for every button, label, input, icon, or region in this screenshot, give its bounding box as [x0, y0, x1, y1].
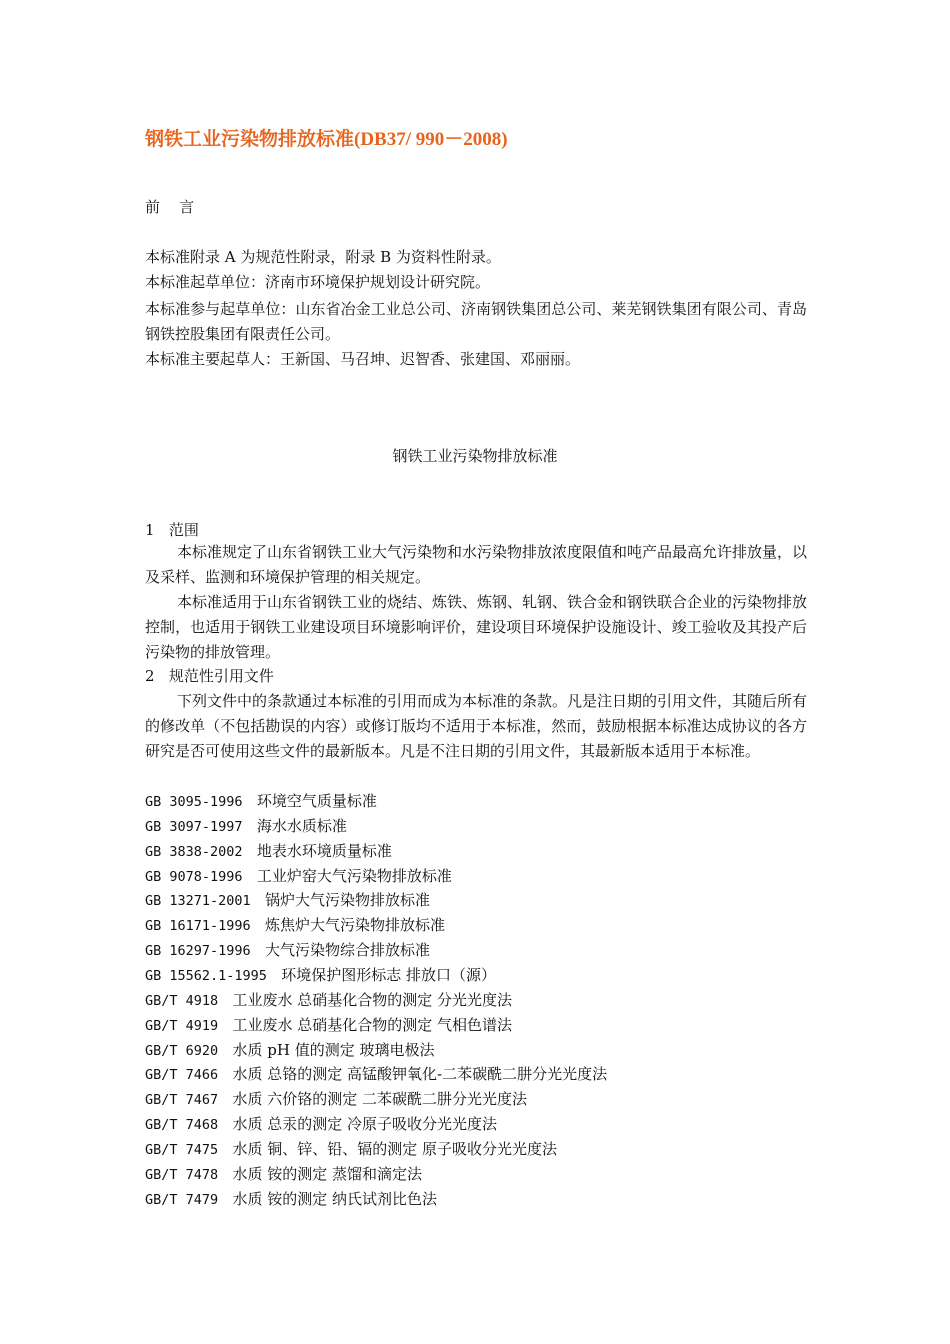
reference-code: GB 16171-1996	[145, 918, 251, 935]
section-1-paragraph-2: 本标准适用于山东省钢铁工业的烧结、炼铁、炼钢、轧钢、铁合金和钢铁联合企业的污染物排放控制，也适用于钢铁工业建设项目环境影响评价，建设项目环境保护设施设计、竣工验收及其投产后污染物的排放管理。	[145, 593, 808, 661]
reference-item	[145, 840, 392, 863]
reference-item	[145, 1113, 497, 1136]
reference-name: 水质 六价铬的测定 二苯碳酰二肼分光光度法	[232, 1090, 528, 1109]
reference-item	[145, 939, 430, 962]
reference-code: GB/T 7475	[145, 1141, 219, 1158]
reference-code: GB/T 6920	[145, 1042, 219, 1059]
foreword-heading: 前 言	[145, 198, 195, 216]
reference-name: 水质 铵的测定 纳氏试剂比色法	[232, 1189, 438, 1208]
reference-item	[145, 1039, 434, 1062]
reference-item	[145, 790, 377, 813]
section-1-paragraph-1: 本标准规定了山东省钢铁工业大气污染物和水污染物排放浓度限值和吨产品最高允许排放量，以及采样、监测和环境保护管理的相关规定。	[145, 543, 808, 586]
reference-name: 水质 pH 值的测定 玻璃电极法	[232, 1040, 435, 1059]
reference-item	[145, 1188, 437, 1211]
reference-item	[145, 1088, 527, 1111]
section-2-paragraph: 下列文件中的条款通过本标准的引用而成为本标准的条款。凡是注日期的引用文件，其随后所有的修改单（不包括勘误的内容）或修订版均不适用于本标准，然而，鼓励根据本标准达成协议的各方研究是否可使用这些文件的最新版本。凡是不注日期的引用文件，其最新版本适用于本标准。	[145, 692, 808, 760]
foreword-line-participants: 本标准参与起草单位：山东省冶金工业总公司、济南钢铁集团总公司、莱芜钢铁集团有限公司、青岛钢铁控股集团有限责任公司。	[145, 300, 807, 343]
reference-item	[145, 1014, 512, 1037]
reference-code: GB/T 7466	[145, 1067, 219, 1084]
reference-name: 环境保护图形标志 排放口（源）	[281, 965, 497, 984]
reference-name: 水质 铵的测定 蒸馏和滴定法	[232, 1164, 423, 1183]
reference-name: 工业炉窑大气污染物排放标准	[256, 866, 452, 885]
reference-item	[145, 914, 445, 937]
reference-name: 水质 总汞的测定 冷原子吸收分光光度法	[232, 1115, 498, 1134]
reference-name: 海水水质标准	[256, 816, 347, 835]
reference-name: 工业废水 总硝基化合物的测定 分光光度法	[232, 990, 513, 1009]
reference-name: 锅炉大气污染物排放标准	[264, 891, 430, 910]
reference-code: GB/T 7478	[145, 1166, 219, 1183]
reference-name: 工业废水 总硝基化合物的测定 气相色谱法	[232, 1015, 513, 1034]
reference-name: 大气污染物综合排放标准	[264, 941, 430, 960]
foreword-line-appendix: 本标准附录 A 为规范性附录，附录 B 为资料性附录。	[145, 248, 501, 266]
reference-code: GB 15562.1-1995	[145, 967, 267, 984]
standard-title: 钢铁工业污染物排放标准	[392, 447, 558, 465]
foreword-line-authors: 本标准主要起草人：王新国、马召坤、迟智香、张建国、邓丽丽。	[145, 350, 581, 368]
reference-item	[145, 1138, 557, 1161]
reference-name: 环境空气质量标准	[256, 792, 377, 810]
reference-code: GB/T 4918	[145, 992, 219, 1009]
reference-name: 水质 铜、锌、铅、镉的测定 原子吸收分光光度法	[232, 1139, 558, 1158]
reference-item	[145, 1063, 607, 1086]
reference-name: 地表水环境质量标准	[256, 841, 392, 860]
reference-code: GB/T 4919	[145, 1017, 219, 1034]
reference-name: 水质 总铬的测定 高锰酸钾氧化-二苯碳酰二肼分光光度法	[232, 1065, 608, 1084]
section-1-heading: 1 范围	[145, 521, 199, 539]
foreword-line-drafter: 本标准起草单位：济南市环境保护规划设计研究院。	[145, 273, 491, 291]
reference-code: GB 13271-2001	[145, 893, 251, 910]
reference-item	[145, 865, 452, 888]
reference-code: GB 16297-1996	[145, 943, 251, 960]
reference-code: GB 3097-1997	[145, 818, 243, 835]
reference-code: GB/T 7467	[145, 1092, 219, 1109]
reference-item	[145, 815, 347, 838]
reference-item	[145, 964, 496, 987]
reference-item	[145, 989, 512, 1012]
reference-item	[145, 889, 430, 912]
reference-code: GB 3095-1996	[145, 794, 243, 810]
reference-item	[145, 1163, 422, 1186]
reference-code: GB 9078-1996	[145, 868, 243, 885]
document-title: 钢铁工业污染物排放标准(DB37/ 990－2008)	[145, 129, 508, 150]
reference-code: GB 3838-2002	[145, 843, 243, 860]
reference-code: GB/T 7468	[145, 1117, 219, 1134]
section-2-heading: 2 规范性引用文件	[145, 667, 274, 685]
reference-code: GB/T 7479	[145, 1191, 219, 1208]
reference-name: 炼焦炉大气污染物排放标准	[264, 916, 445, 935]
